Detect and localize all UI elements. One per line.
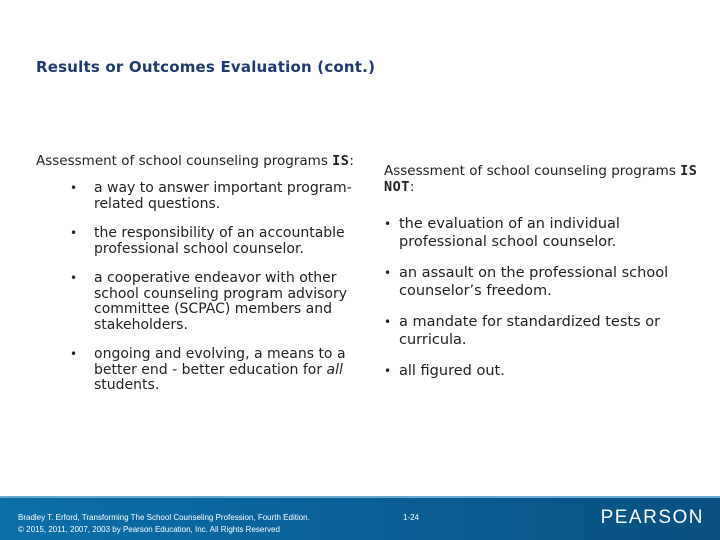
is-list-item: • a way to answer important program-related questions. — [36, 181, 356, 212]
is-not-keyword: IS NOT — [384, 163, 698, 195]
is-list-item-emphasis: all — [326, 361, 343, 378]
is-list-item-text-end: students. — [94, 377, 160, 393]
page-number: 1-24 — [403, 513, 420, 522]
pearson-logo: PEARSON — [600, 507, 704, 528]
is-not-list-item: • the evaluation of an individual professional school counselor. — [384, 215, 704, 251]
is-not-intro-suffix: : — [409, 179, 415, 195]
credit-line-1: Bradley T. Erford, Transforming The School Counseling Profession, Fourth Edition. — [18, 513, 310, 522]
is-keyword: IS — [332, 153, 350, 169]
is-not-list-item: • a mandate for standardized tests or curricula. — [384, 313, 704, 349]
is-list-item: • a cooperative endeavor with other school counseling program advisory committee (SCPAC) members and stakeholders. — [36, 271, 356, 333]
is-intro-suffix: : — [349, 153, 354, 169]
is-intro-text: Assessment of school counseling programs — [36, 153, 333, 169]
footer-credit — [18, 512, 310, 536]
is-not-list-item: • an assault on the professional school counselor’s freedom. — [384, 264, 704, 300]
is-not-column — [384, 163, 704, 393]
is-list-item — [36, 347, 356, 394]
is-not-list-item: • all figured out. — [384, 362, 704, 380]
slide-title: Results or Outcomes Evaluation (cont.) — [36, 58, 376, 76]
is-list-item: • the responsibility of an accountable professional school counselor. — [36, 226, 356, 257]
is-intro — [36, 153, 356, 169]
is-list-item-text: ongoing and evolving, a means to a better end - better education for — [94, 346, 346, 378]
is-not-intro-text: Assessment of school counseling programs — [384, 163, 681, 179]
credit-line-2: © 2015, 2011, 2007, 2003 by Pearson Education, Inc. All Rights Reserved — [18, 525, 280, 534]
is-not-list — [384, 215, 704, 380]
is-not-intro — [384, 163, 704, 195]
is-column — [36, 153, 356, 408]
is-list — [36, 181, 356, 394]
footer-bar — [0, 496, 720, 540]
